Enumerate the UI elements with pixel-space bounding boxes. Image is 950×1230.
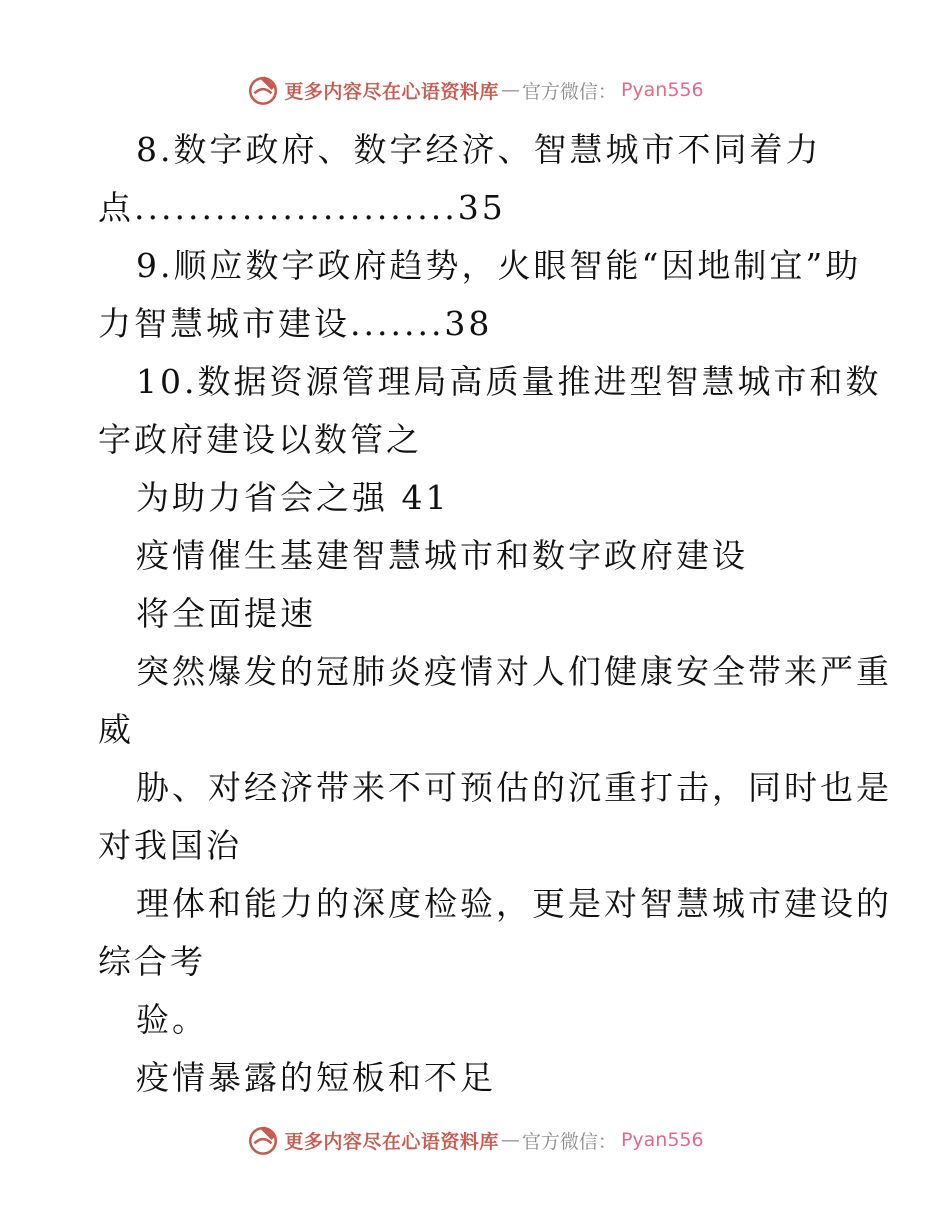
section-heading-cont: 将全面提速 bbox=[136, 594, 316, 633]
paragraph-line: 综合考 bbox=[98, 942, 206, 981]
watermark-wechat-label: 官方微信： bbox=[521, 80, 617, 103]
paragraph-line: 理体和能力的深度检验，更是对智慧城市建设的 bbox=[136, 884, 892, 923]
watermark-wechat-label: 官方微信： bbox=[521, 1130, 617, 1153]
toc-entry-10-cont: 字政府建设以数管之 bbox=[98, 420, 422, 459]
toc-entry-10-cont-2: 为助力省会之强 41 bbox=[136, 478, 450, 517]
toc-entry-8-cont: 点........................35 bbox=[98, 188, 506, 227]
book-pen-logo-icon bbox=[246, 1123, 280, 1157]
watermark-dash: — bbox=[500, 1129, 520, 1151]
subsection-heading: 疫情暴露的短板和不足 bbox=[136, 1058, 496, 1097]
toc-entry-9: 9.顺应数字政府趋势，火眼智能“因地制宜”助 bbox=[136, 246, 862, 285]
book-pen-logo-icon bbox=[246, 73, 280, 107]
toc-entry-10: 10.数据资源管理局高质量推进型智慧城市和数 bbox=[136, 362, 882, 401]
paragraph-line: 验。 bbox=[136, 1000, 208, 1039]
footer-watermark bbox=[0, 1120, 950, 1160]
toc-entry-9-cont: 力智慧城市建设.......38 bbox=[98, 304, 493, 343]
paragraph-line: 突然爆发的冠肺炎疫情对人们健康安全带来严重 bbox=[136, 652, 892, 691]
watermark-dash: — bbox=[500, 79, 520, 101]
paragraph-line: 威 bbox=[98, 710, 134, 749]
document-body bbox=[98, 121, 892, 1107]
section-heading: 疫情催生基建智慧城市和数字政府建设 bbox=[136, 536, 748, 575]
paragraph-line: 对我国治 bbox=[98, 826, 242, 865]
paragraph-line: 胁、对经济带来不可预估的沉重打击，同时也是 bbox=[136, 768, 892, 807]
watermark-lead: 更多内容尽在心语资料库 bbox=[284, 80, 499, 103]
watermark-handle: Pyan556 bbox=[620, 1129, 704, 1151]
watermark-handle: Pyan556 bbox=[620, 79, 704, 101]
header-watermark bbox=[0, 70, 950, 110]
watermark-lead: 更多内容尽在心语资料库 bbox=[284, 1130, 499, 1153]
toc-entry-8: 8.数字政府、数字经济、智慧城市不同着力 bbox=[136, 130, 822, 169]
